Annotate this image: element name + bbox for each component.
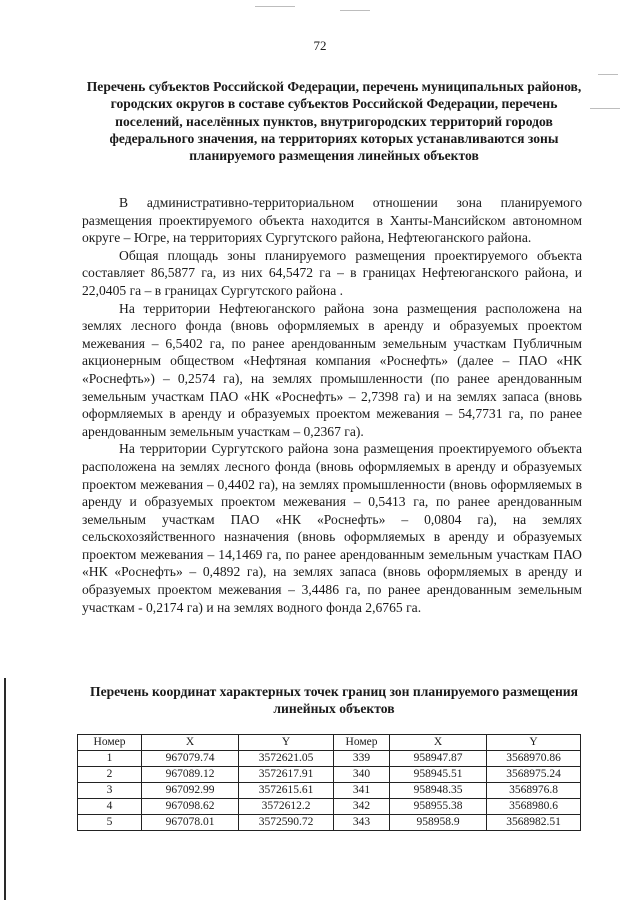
table-cell: 1 xyxy=(78,751,142,767)
table-cell: 3572621.05 xyxy=(239,751,334,767)
page-title: Перечень субъектов Российской Федерации, перечень муниципальных районов, городских округов в составе субъектов Российской Федерации, перечень поселений, населённых пунктов, внутригородских территорий городов федерального значения, на территориях которых устанавливаются зоны планируемого размещения линейных объектов xyxy=(86,79,582,164)
table-row xyxy=(78,799,581,815)
paragraph: В административно-территориальном отношении зона планируемого размещения проектируемого объекта находится в Ханты-Мансийском автономном округе – Югре, на территориях Сургутского района, Нефтеюганского района. xyxy=(82,195,582,246)
column-header: Y xyxy=(239,735,334,751)
table-cell: 3572615.61 xyxy=(239,783,334,799)
table-cell: 967092.99 xyxy=(142,783,239,799)
scan-artifact xyxy=(590,108,620,109)
paragraph: Общая площадь зоны планируемого размещения проектируемого объекта составляет 86,5877 га, из них 64,5472 га – в границах Нефтеюганского района, и 22,0405 га – в границах Сургутского района . xyxy=(82,247,582,298)
margin-bar xyxy=(4,678,6,900)
table-header-row xyxy=(78,735,581,751)
table-cell: 342 xyxy=(334,799,390,815)
table-row xyxy=(78,767,581,783)
table-cell: 958948.35 xyxy=(390,783,487,799)
table-row xyxy=(78,783,581,799)
table-cell: 3568975.24 xyxy=(487,767,581,783)
table-cell: 339 xyxy=(334,751,390,767)
table-cell: 967079.74 xyxy=(142,751,239,767)
table-title: Перечень координат характерных точек границ зон планируемого размещения линейных объектов xyxy=(90,684,578,717)
table-cell: 2 xyxy=(78,767,142,783)
table-cell: 4 xyxy=(78,799,142,815)
table-cell: 3568970.86 xyxy=(487,751,581,767)
table-cell: 958947.87 xyxy=(390,751,487,767)
column-header: X xyxy=(142,735,239,751)
table-cell: 967089.12 xyxy=(142,767,239,783)
scan-artifact xyxy=(598,74,618,75)
scan-artifact xyxy=(255,6,295,7)
table-cell: 3568982.51 xyxy=(487,815,581,831)
table-cell: 5 xyxy=(78,815,142,831)
column-header: Номер xyxy=(78,735,142,751)
column-header: X xyxy=(390,735,487,751)
table-cell: 958945.51 xyxy=(390,767,487,783)
scan-artifact xyxy=(340,10,370,11)
body-text xyxy=(82,194,582,616)
table-cell: 967098.62 xyxy=(142,799,239,815)
table-cell: 343 xyxy=(334,815,390,831)
column-header: Номер xyxy=(334,735,390,751)
column-header: Y xyxy=(487,735,581,751)
table-cell: 3568976.8 xyxy=(487,783,581,799)
table-cell: 967078.01 xyxy=(142,815,239,831)
table-cell: 3572590.72 xyxy=(239,815,334,831)
table-cell: 3568980.6 xyxy=(487,799,581,815)
table-cell: 341 xyxy=(334,783,390,799)
table-cell: 3572617.91 xyxy=(239,767,334,783)
paragraph: На территории Нефтеюганского района зона размещения расположена на землях лесного фонда (вновь оформляемых в аренду и образуемых проектом межевания – 6,5402 га, по ранее арендованным земельным участкам Публичным акционерным обществом «Нефтяная компания «Роснефть» (далее – ПАО «НК «Роснефть») – 0,2574 га), на землях промышленности (по ранее арендованным земельным участкам ПАО «НК «Роснефть» – 2,7398 га) и на землях запаса (вновь оформляемых в аренду и образуемых проектом межевания – 54,7731 га, по ранее арендованным земельным участкам – 0,2367 га). xyxy=(82,300,582,439)
table-row xyxy=(78,751,581,767)
table-cell: 958955.38 xyxy=(390,799,487,815)
table-cell: 3572612.2 xyxy=(239,799,334,815)
coordinates-table xyxy=(77,734,581,831)
page-number: 72 xyxy=(313,38,327,53)
table-row xyxy=(78,815,581,831)
table-cell: 340 xyxy=(334,767,390,783)
table-cell: 3 xyxy=(78,783,142,799)
paragraph: На территории Сургутского района зона размещения проектируемого объекта расположена на землях лесного фонда (вновь оформляемых в аренду и образуемых проектом межевания – 0,4402 га), на землях промышленности (вновь оформляемых в аренду и образуемых проектом межевания – 0,5413 га, по ранее арендованным земельным участкам ПАО «НК «Роснефть» – 0,0804 га), на землях сельскохозяйственного назначения (вновь оформляемых в аренду и образуемых проектом межевания – 14,1469 га, по ранее арендованным земельным участкам ПАО «НК «Роснефть» – 0,4892 га), на землях запаса (вновь оформляемых в аренду и образуемых проектом межевания – 3,4486 га, по ранее арендованным земельным участкам - 0,2174 га) и на землях водного фонда 2,6765 га. xyxy=(82,441,582,615)
table-cell: 958958.9 xyxy=(390,815,487,831)
